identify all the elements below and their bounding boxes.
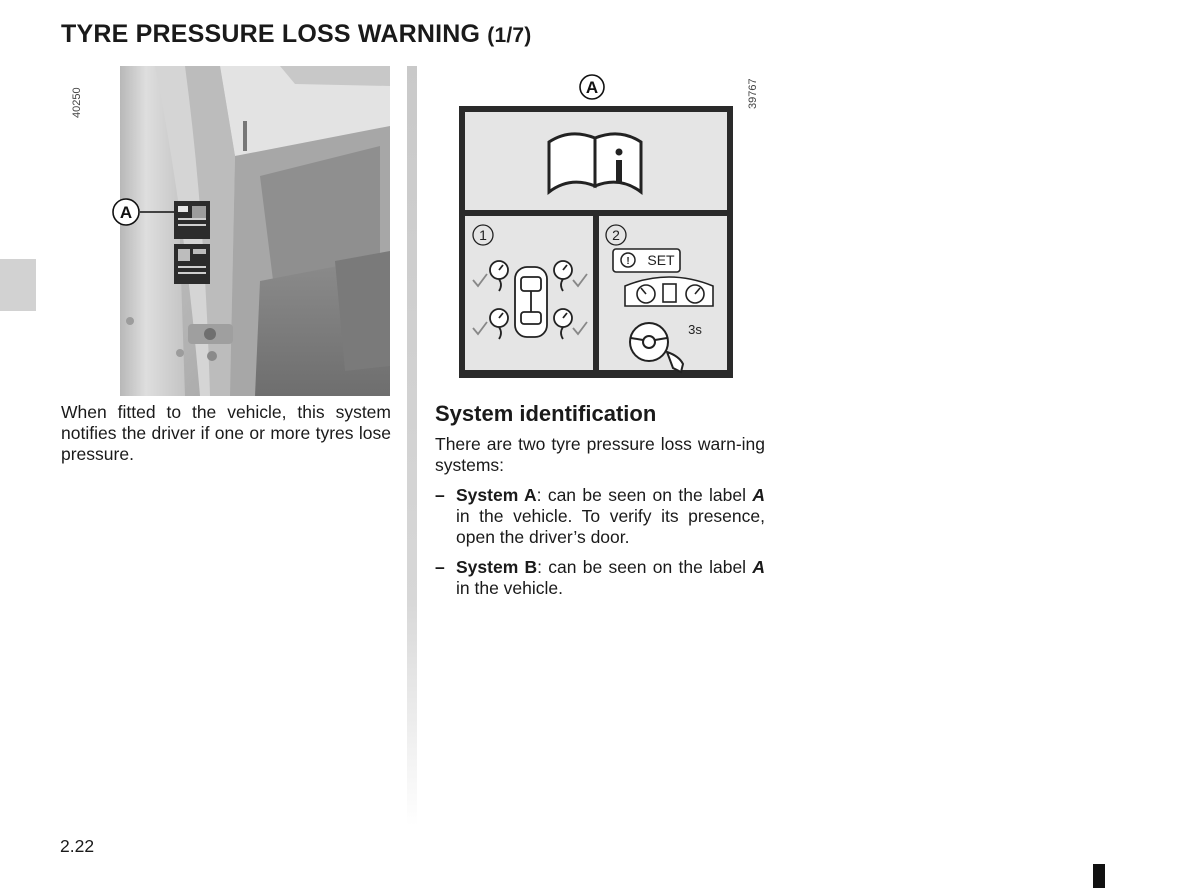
hold-time-label: 3s [688,322,702,337]
callout-a-label: A [119,203,133,222]
label-letter: A [752,485,766,505]
list-dash: – [435,557,445,577]
book-info-icon [549,134,641,192]
column-divider [407,66,417,826]
svg-text:!: ! [626,256,630,267]
label-letter: A [752,557,765,577]
door-pillar-photo [60,66,390,396]
list-item [435,557,765,599]
list-text: in the vehicle. To verify its presence, open the driver’s door. [456,506,765,547]
list-item [435,485,765,548]
list-text: : can be seen on the label [537,557,753,577]
systems-intro-paragraph: There are two tyre pressure loss warn-ing systems: [435,434,765,475]
list-text: : can be seen on the label [536,485,753,505]
section-heading: System identification [435,401,657,426]
page-part-indicator: (1/7) [487,24,532,47]
page-number: 2.22 [60,836,95,856]
callout-a-label: A [585,78,599,97]
chapter-side-tab [0,259,36,311]
system-name: System B [456,557,538,577]
set-label: SET [647,252,675,268]
intro-paragraph: When fitted to the vehicle, this system notifies the driver if one or more tyres lose pressure. [61,402,391,464]
list-text: in the vehicle. [456,578,564,598]
figure-code: 39767 [747,78,759,109]
systems-list [435,485,765,608]
label-a-illustration [437,72,772,384]
list-dash: – [435,485,445,505]
step-1-number: 1 [479,227,487,243]
step-2-number: 2 [612,227,620,243]
page-title [61,18,531,52]
corner-marker [1093,864,1105,888]
figure-code: 40250 [71,87,83,118]
page-title-text: TYRE PRESSURE LOSS WARNING [61,20,481,48]
instrument-panel-icon [625,277,713,306]
set-button-icon [613,249,680,272]
system-name: System A [456,485,537,505]
